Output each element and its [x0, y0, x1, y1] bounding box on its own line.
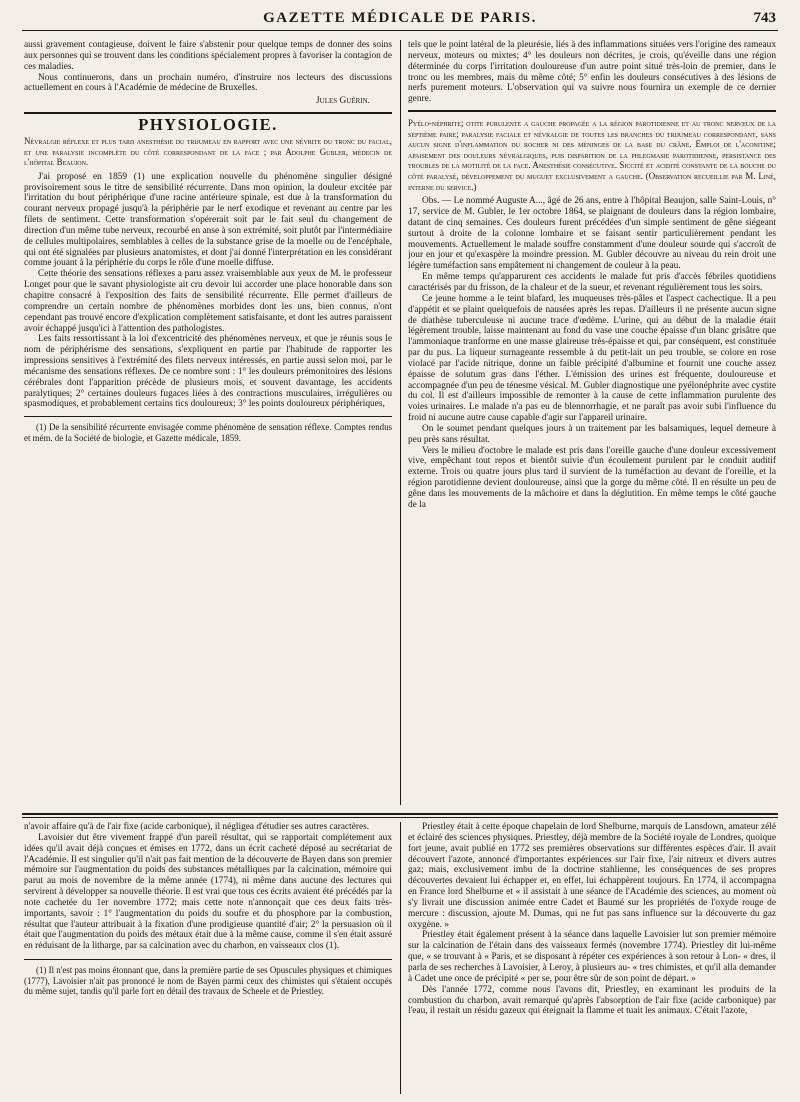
body-paragraph: On le soumet pendant quelques jours à un traitement par les balsamiques, lequel demeure à peu près sans résultat. [408, 423, 776, 445]
running-head [22, 8, 778, 31]
body-paragraph: En même temps qu'apparurent ces accidents le malade fut pris d'accès fébriles quotidiens caractérisés par du frisson, de la chaleur et de la sueur, et revenant régulièrement tous les soirs. [408, 272, 776, 293]
body-paragraph: J'ai proposé en 1859 (1) une explication nouvelle du phénomène singulier désigné provisoirement sous le titre de sensibilité récurrente. Dans mon opinion, la douleur excitée par l'irritation du bout périphérique d'une racine antérieure spinale, est due à la transformation du courant nerveux propagé jusqu'à la périphérie par le nerf exodique et revenant au centre par les filets de sentiment. Cette transformation s'opérerait soit par le fait seul du changement de direction d'un même tube nerveux, recourbé en anse à son extrémité, soit plutôt par l'intermédiaire de cellules multipolaires, semblables à celles de la substance grise de la moelle ou de l'encéphale, qui ont été signalées par plusieurs anatomistes, et dont j'ai donné l'interprétation en les considérant comme jouant à la périphérie du corps le rôle d'une moelle diffuse. [24, 171, 392, 269]
column-top-left [24, 40, 392, 810]
author-signature: Jules Guérin. [316, 96, 370, 107]
article-separator [24, 112, 392, 114]
footnote [24, 965, 392, 996]
article-separator [408, 110, 776, 112]
column-divider-bottom [400, 822, 401, 1094]
column-top-right [408, 40, 776, 810]
footnote-separator [24, 959, 392, 960]
section-separator [22, 813, 778, 815]
intro-paragraph: Nous continuerons, dans un prochain numéro, d'instruire nos lecteurs des discussions actuellement en cours à l'Académie de médecine de Bruxelles. [24, 72, 392, 94]
body-paragraph: n'avoir affaire qu'à de l'air fixe (acide carbonique), il négligea d'étudier ses autres caractères. [24, 822, 370, 832]
footnote [24, 422, 392, 443]
body-paragraph: Cette théorie des sensations réflexes a paru assez vraisemblable aux yeux de M. le professeur Longet pour que le savant physiologiste ait cru devoir lui accorder une place honorable dans son chapitre consacré à l'exposition des faits de sensibilité récurrente. Elle permet d'ailleurs de comprendre un certain nombre de phénomènes morbides dont les uns, bien connus, n'ont cependant pas trouvé encore d'explication complètement satisfaisante, et dont les autres paraissent avoir échappé jusqu'ici à l'attention des pathologistes. [24, 269, 392, 334]
body-paragraph: Priestley était également présent à la séance dans laquelle Lavoisier lut son premier mémoire sur la calcination de l'étain dans des vaisseaux fermés (novembre 1774). Priestley dit lui-même que, « se trouvant à « Paris, et se disposant à répéter ces expériences à son retour à Lon- « dres, il parla de ses recherches à Lavoisier, à Leroy, à plusieurs au- « tres chimistes, et qu'il alla demander à Cadet une once de précipité « per se, pour être sûr de son point de départ. » [408, 930, 776, 984]
footnote-text: (1) De la sensibilité récurrente envisagée comme phénomène de sensation réflexe. Comptes rendus et mém. de la Société de biologie, et Gazette médicale, 1859. [24, 422, 392, 443]
body-paragraph: Obs. — Le nommé Auguste A..., âgé de 26 ans, entre à l'hôpital Beaujon, salle Saint-Louis, n° 17, service de M. Gubler, le 1er octobre 1864, se plaignant de douleurs dans la région lombaire, datant de cinq semaines. Ces douleurs furent précédées d'un simple sentiment de gêne siégeant surtout à droite de la colonne lombaire et se faisant sentir particulièrement pendant les mouvements. Actuellement le malade souffre constamment d'une douleur sourde qui s'accroît de jour en jour et qu'exaspère la moindre pression. M. Gubler découvre au niveau du rein droit une légère tuméfaction sans empâtement ni changement de couleur à la peau. [408, 196, 776, 272]
case-title: Pyélo-néphrite; otite purulente a gauche propagée a la région parotidienne et au tronc nerveux de la septième paire; paralysie faciale et névralgie de toutes les branches du trijumeau correspondant, sans aucun signe d'inflammation du rocher ni des méninges de la base du crâne. Emploi de l'aconitine; apaisement des douleurs névralgiques, puis disparition de la phlegmasie parotidienne, persistance des troubles de la motilité de la face. Anesthésie consécutive. Siccité et acidité constante de la bouche du côté paralysé, développement du muguet exclusivement a gauche. (Observation recueillie par M. Liné, interne du service.) [408, 118, 776, 192]
body-paragraph: Vers le milieu d'octobre le malade est pris dans l'oreille gauche d'une douleur excessivement vive, empêchant tout repos et bientôt suivie d'un écoulement purulent par le conduit auditif externe. Trois ou quatre jours plus tard il survient de la tuméfaction au devant de l'oreille, et la région parotidienne devient douloureuse, ainsi que la gorge du même côté. Il en résulte un peu de gêne dans les mouvements de la mâchoire et dans la déglutition. En même temps le côté gauche de la [408, 445, 776, 510]
body-paragraph: Dès l'année 1772, comme nous l'avons dit, Priestley, en examinant les produits de la combustion du charbon, avait remarqué qu'après l'absorption de l'air fixe (acide carbonique) par l'eau, il restait un résidu gazeux qui éteignait la flamme et tuait les animaux. C'était l'azote, [408, 984, 776, 1017]
footnote-separator [24, 416, 392, 417]
section-title: PHYSIOLOGIE. [138, 115, 278, 135]
body-paragraph: Priestley était à cette époque chapelain de lord Shelburne, marquis de Lansdown, amateur zélé et éclairé des sciences physiques. Priestley, déjà membre de la Société royale de Londres, quoique fort jeune, avait publié en 1772 ses premières observations sur différentes espèces d'air. Il avait découvert l'azote, annoncé d'importantes expériences sur l'air fixe, l'air nitreux et divers autres gaz; mais, exclusivement imbu de la doctrine stahlienne, les conséquences de ses propres découvertes devaient lui échapper et, en effet, lui échappèrent toujours. En 1774, il accompagna en France lord Shelburne et « il assistait à une séance de l'Académie des sciences, au moment où s'y livrait une discussion animée entre Cadet et Baumé sur les propriétés de l'oxyde rouge de mercure : discussion, ajoute M. Dumas, qui ne fut pas sans influence sur la découverte du gaz oxygène. » [408, 822, 776, 930]
body-paragraph: Ce jeune homme a le teint blafard, les muqueuses très-pâles et l'aspect cachectique. Il a peu d'appétit et se plaint quelquefois de nausées après les repas. D'ailleurs il ne présente aucun signe de diathèse tuberculeuse ni aucune trace d'œdème. L'urine, qui au début de la maladie était légèrement trouble, laisse maintenant au fond du vase une couche épaisse d'un blanc grisâtre que l'ammoniaque tranforme en une masse glaireuse très-épaisse et qui, par conséquent, est constituée par du pus. La liqueur surnageante ressemble à du petit-lait un peu trouble, se colore en rose violacé par l'acide nitrique, donne un faible précipité d'albumine et fournit une couche assez épaisse de solutum gras dans l'éther. L'émission des urines est fréquente, douloureuse et accompagnée d'un peu de ténesme vésical. M. Gubler diagnostique une pyélonéphrite avec cystite du col. Il est d'ailleurs impossible de remonter à la cause de cette inflammation purulente des voies urinaires. Le malade n'a pas eu de blennorrhagie, et ne paraît pas avoir subi l'influence du froid ni aucune autre cause capable d'agir sur l'appareil urinaire. [408, 293, 776, 424]
section-separator-thin [22, 817, 778, 818]
intro-paragraph: aussi gravement contagieuse, doivent le faire s'abstenir pour quelque temps de donner des soins aux personnes qui se trouvent dans les conditions spécialement propres à favoriser la contagion de ces maladies. [24, 40, 392, 72]
article-title: Névralgie réflexe et plus tard anesthésie du trijumeau en rapport avec une névrite du tronc du facial, et une paralysie incomplète du côté correspondant de la face ; par Adolphe Gubler, médecin de l'hôpital Beaujon. [24, 135, 392, 168]
footnote-text: (1) Il n'est pas moins étonnant que, dans la première partie de ses Opuscules physiques et chimiques (1777), Lavoisier n'ait pas prononcé le nom de Bayen parmi ceux des chimistes qui s'étaient occupés du même sujet, tandis qu'il parle fort en détail des travaux de Scheele et de Priestley. [24, 965, 392, 996]
body-paragraph: Lavoisier dut être vivement frappé d'un pareil résultat, qui se rapportait complétement aux idées qu'il avait déjà conçues et émises en 1772, dans un écrit cacheté déposé au secrétariat de l'Académie. Il est singulier qu'il n'ait pas fait mention de la découverte de Bayen dans son premier mémoire sur l'augmentation du poids des substances métalliques par la calcination, mémoire qui parut au mois de novembre de la même année (1774), ni même dans aucune des lectures qui servirent à développer sa nouvelle théorie. Il est vrai que tous ces écrits avaient été précédés par la note cachetée du 1er novembre 1772; mais cette note n'annonçait que ces deux faits très-importants, savoir : 1° l'augmentation du poids du soufre et du phosphore par la combustion, résultat que l'auteur attribuait à la fixation d'une prodigieuse quantité d'air; 2° la persuasion où il était que l'augmentation du poids des métaux était due à la même cause, comme il s'en était assuré en réduisant de la litharge, par sa calcination avec du charbon, en vaisseaux clos (1). [24, 832, 392, 952]
body-paragraph: Les faits ressortissant à la loi d'excentricité des phénomènes nerveux, et que je réunis sous le nom de périphérisme des sensations, s'expliquent en partie par l'habitude de rapporter les impressions sensitives à l'extrémité des filets nerveux intéressés, en partie aussi selon moi, par le mécanisme des sensations réflexes. De ce nombre sont : 1° les douleurs prémonitoires des lésions cérébrales dont l'apparition précède de plusieurs mois, et souvent davantage, les accidents paralytiques; 2° certaines douleurs fugaces liées à des contractions musculaires, irrégulières ou spasmodiques, et probablement certains tics douloureux; 3° les points douloureux périphériques, [24, 334, 392, 410]
intro-paragraph: tels que le point latéral de la pleurésie, liés à des inflammations situées vers l'origine des rameaux nerveux, moteurs ou mixtes; 4° les douleurs non décrites, je crois, qu'éveille dans une région déterminée du corps l'irritation douloureuse d'un autre point situé très-loin de premier, dans le tronc ou les membres, mais du même côté; 5° enfin les douleurs consécutives à des lésions de nerfs purement moteurs. L'observation qui va suivre nous fournira un exemple de ce dernier genre. [408, 40, 776, 105]
page-number: 743 [753, 10, 776, 26]
column-bottom-right [408, 822, 776, 1096]
column-bottom-left [24, 822, 392, 1096]
journal-title: GAZETTE MÉDICALE DE PARIS. [263, 10, 537, 26]
column-divider-top [400, 40, 401, 805]
